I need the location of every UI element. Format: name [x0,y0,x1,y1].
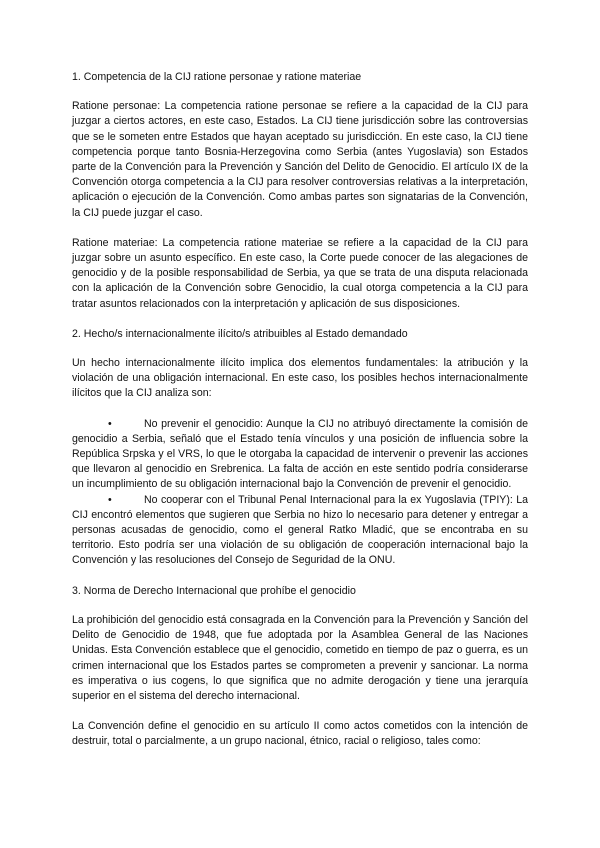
list-item [72,417,528,493]
section2-heading: 2. Hecho/s internacionalmente ilícito/s atribuibles al Estado demandado [72,327,408,340]
section1-heading: 1. Competencia de la CIJ ratione personae y ratione materiae [72,71,362,83]
ratione-materiae-paragraph: Ratione materiae: La competencia ratione materiae se refiere a la capacidad de la CIJ para juzgar sobre un asunto específico. En este caso, la Corte puede conocer de las alegaciones de genocidio y de la posible responsabilidad de Serbia, ya que se trata de una disputa relacionada con la aplicación de la Convención sobre Genocidio, la cual otorga competencia a la CIJ para tratar asuntos relacionados con la interpretación y aplicación de sus disposiciones. [72,236,528,310]
section3-heading: 3. Norma de Derecho Internacional que prohíbe el genocidio [72,584,356,597]
bullet-list [72,417,528,569]
section2-intro-paragraph: Un hecho internacionalmente ilícito implica dos elementos fundamentales: la atribución y la violación de una obligación internacional. En este caso, los posibles hechos internacionalmente ilícitos que la CIJ analiza son: [72,357,528,400]
bullet-icon: • [108,493,112,506]
genocide-definition-paragraph: La Convención define el genocidio en su artículo II como actos cometidos con la intención de destruir, total o parcialmente, a un grupo nacional, étnico, racial o religioso, tales como: [72,720,528,748]
ratione-personae-paragraph: Ratione personae: La competencia ratione personae se refiere a la capacidad de la CIJ para juzgar a ciertos actores, en este caso, Estados. La CIJ tiene jurisdicción sobre las controversias que se le someten entre Estados que hayan aceptado su jurisdicción. En este caso, la CIJ tiene competencia porque tanto Bosnia-Herzegovina como Serbia (antes Yugoslavia) son Estados parte de la Convención para la Prevención y Sanción del Delito de Genocidio. El artículo IX de la Convención otorga competencia a la CIJ para resolver controversias relativas a la interpretación, aplicación o ejecución de la Convención. Como ambas partes son signatarias de la Convención, la CIJ puede juzgar el caso. [72,100,528,219]
genocide-prohibition-paragraph: La prohibición del genocidio está consagrada en la Convención para la Prevención y Sanción del Delito de Genocidio de 1948, que fue adoptada por la Asamblea General de las Naciones Unidas. Esta Convención establece que el genocidio, cometido en tiempo de paz o guerra, es un crimen internacional que los Estados partes se comprometen a prevenir y sancionar. La norma es imperativa o ius cogens, lo que significa que no admite derogación y tiene una jerarquía superior en el sistema del derecho internacional. [72,613,528,702]
list-item [72,493,528,569]
bullet-text: No cooperar con el Tribunal Penal Internacional para la ex Yugoslavia (TPIY): La CIJ encontró elementos que sugieren que Serbia no hizo lo necesario para detener y entregar a personas acusadas de genocidio, como el general Ratko Mladić, que se encontraba en su territorio. Esto podría ser una violación de su obligación de cooperación internacional bajo la Convención y las resoluciones del Consejo de Seguridad de la ONU. [72,493,528,567]
bullet-text: No prevenir el genocidio: Aunque la CIJ no atribuyó directamente la comisión de genocidio a Serbia, señaló que el Estado tenía vínculos y una posición de influencia sobre la República Srpska y el VRS, lo que le otorgaba la capacidad de intervenir o prevenir las acciones que llevaron al genocidio en Srebrenica. La falta de acción en este sentido podría considerarse un incumplimiento de su obligación internacional bajo la Convención de prevenir el genocidio. [72,417,528,491]
bullet-icon: • [108,417,112,430]
